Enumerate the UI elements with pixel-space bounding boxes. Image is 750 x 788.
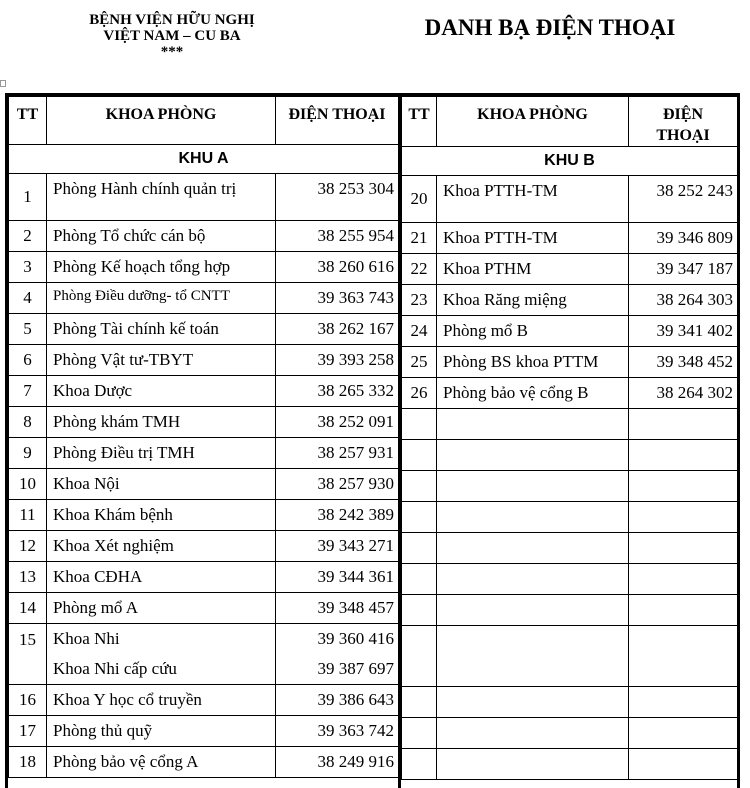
table-row (402, 533, 738, 564)
col-header-tt-b: TT (402, 97, 437, 147)
empty-cell (402, 626, 437, 687)
department-name: Phòng khám TMH (47, 407, 276, 438)
phone-number: 38 262 167 (276, 314, 399, 345)
empty-cell (629, 409, 738, 440)
empty-cell (402, 687, 437, 718)
row-number: 6 (9, 345, 47, 376)
table-row (9, 562, 399, 593)
phone-directory-table (5, 93, 740, 788)
empty-cell (629, 440, 738, 471)
department-name: Khoa PTHM (437, 254, 629, 285)
phone-number: 39 341 402 (629, 316, 738, 347)
table-row (9, 252, 399, 283)
phone-number: 39 363 742 (276, 716, 399, 747)
row-number: 13 (9, 562, 47, 593)
phone-number: 38 257 931 (276, 438, 399, 469)
empty-cell (629, 687, 738, 718)
row-number: 2 (9, 221, 47, 252)
phone-number: 38 257 930 (276, 469, 399, 500)
row-number: 22 (402, 254, 437, 285)
empty-cell (402, 749, 437, 780)
zone-b-table (401, 96, 738, 780)
phone-number-secondary: 39 387 697 (317, 659, 394, 678)
hospital-line-2: VIỆT NAM – CU BA (103, 28, 241, 44)
zone-a-table (8, 96, 399, 778)
phone-number: 38 265 332 (276, 376, 399, 407)
department-name: Khoa Dược (47, 376, 276, 407)
table-row (402, 285, 738, 316)
row-number: 4 (9, 283, 47, 314)
zone-b-body (402, 147, 738, 780)
phone-number: 39 347 187 (629, 254, 738, 285)
empty-cell (437, 409, 629, 440)
table-row (9, 531, 399, 562)
col-header-tt: TT (9, 97, 47, 145)
phone-number: 38 249 916 (276, 747, 399, 778)
department-name: Khoa PTTH-TM (437, 223, 629, 254)
table-row (402, 409, 738, 440)
table-row (402, 378, 738, 409)
department-name-secondary: Khoa Nhi cấp cứu (53, 659, 177, 678)
department-name: Phòng Tổ chức cán bộ (47, 221, 276, 252)
phone-number: 38 253 304 (276, 174, 399, 221)
empty-cell (629, 533, 738, 564)
table-row (9, 500, 399, 531)
empty-cell (437, 533, 629, 564)
department-name: Khoa Y học cổ truyền (47, 685, 276, 716)
hospital-name (52, 12, 292, 60)
col-header-dept-b: KHOA PHÒNG (437, 97, 629, 147)
empty-cell (629, 564, 738, 595)
row-number: 26 (402, 378, 437, 409)
department-name: Phòng Điều trị TMH (47, 438, 276, 469)
row-number: 14 (9, 593, 47, 624)
empty-cell (629, 749, 738, 780)
hospital-line-3: *** (160, 44, 184, 60)
table-row (9, 407, 399, 438)
table-row (402, 687, 738, 718)
table-row (402, 471, 738, 502)
department-name: Khoa PTTH-TM (437, 176, 629, 223)
phone-number: 38 255 954 (276, 221, 399, 252)
phone-number-primary: 39 360 416 (317, 629, 394, 648)
empty-cell (402, 409, 437, 440)
phone-number: 39 343 271 (276, 531, 399, 562)
table-row (402, 254, 738, 285)
phone-number: 39 348 452 (629, 347, 738, 378)
table-row (9, 345, 399, 376)
department-name: Phòng Vật tư-TBYT (47, 345, 276, 376)
empty-cell (437, 749, 629, 780)
empty-cell (437, 718, 629, 749)
table-row (9, 174, 399, 221)
table-row (402, 176, 738, 223)
empty-cell (402, 471, 437, 502)
table-row (402, 626, 738, 687)
empty-cell (629, 626, 738, 687)
department-name: Khoa Khám bệnh (47, 500, 276, 531)
department-name: Khoa Nội (47, 469, 276, 500)
document-title: DANH BẠ ĐIỆN THOẠI (424, 15, 676, 40)
table-row (9, 593, 399, 624)
row-number: 1 (9, 174, 47, 221)
table-row (402, 347, 738, 378)
zone-a-label: KHU A (9, 145, 399, 174)
empty-cell (437, 440, 629, 471)
row-number: 25 (402, 347, 437, 378)
empty-cell (629, 471, 738, 502)
table-row (9, 685, 399, 716)
department-name-primary: Khoa Nhi (53, 629, 120, 648)
department-name: Phòng Kế hoạch tổng hợp (47, 252, 276, 283)
col-header-dept: KHOA PHÒNG (47, 97, 276, 145)
table-row (9, 314, 399, 345)
phone-number: 39 363 743 (276, 283, 399, 314)
table-row (9, 376, 399, 407)
phone-number: 39 348 457 (276, 593, 399, 624)
row-number: 3 (9, 252, 47, 283)
department-name: Phòng bảo vệ cổng A (47, 747, 276, 778)
table-row (402, 316, 738, 347)
empty-cell (402, 440, 437, 471)
phone-number: 39 386 643 (276, 685, 399, 716)
col-header-phone-b-line1: ĐIỆN (662, 106, 703, 123)
phone-number: 39 346 809 (629, 223, 738, 254)
table-row (9, 747, 399, 778)
col-header-phone-b (629, 97, 738, 147)
table-row (9, 283, 399, 314)
row-number: 5 (9, 314, 47, 345)
empty-cell (402, 502, 437, 533)
row-number: 10 (9, 469, 47, 500)
empty-cell (437, 626, 629, 687)
empty-cell (402, 533, 437, 564)
row-number: 23 (402, 285, 437, 316)
department-name: Khoa CĐHA (47, 562, 276, 593)
department-name: Phòng Hành chính quản trị (47, 174, 276, 221)
empty-cell (402, 564, 437, 595)
empty-cell (437, 502, 629, 533)
department-name (47, 624, 276, 685)
table-row (402, 595, 738, 626)
table-row (9, 469, 399, 500)
department-name: Khoa Xét nghiệm (47, 531, 276, 562)
table-row (402, 502, 738, 533)
col-header-phone-b-line2: THOẠI (656, 127, 710, 144)
hospital-line-1: BỆNH VIỆN HỮU NGHỊ (89, 12, 255, 28)
department-name: Phòng Điều dưỡng- tổ CNTT (47, 283, 276, 314)
row-number: 21 (402, 223, 437, 254)
phone-number: 38 264 303 (629, 285, 738, 316)
row-number: 24 (402, 316, 437, 347)
empty-cell (437, 687, 629, 718)
phone-number: 38 264 302 (629, 378, 738, 409)
empty-cell (437, 471, 629, 502)
department-name: Phòng BS khoa PTTM (437, 347, 629, 378)
zone-a-body (9, 145, 399, 778)
table-row (402, 440, 738, 471)
table-row (9, 438, 399, 469)
department-name: Khoa Răng miệng (437, 285, 629, 316)
row-number: 17 (9, 716, 47, 747)
table-row (9, 221, 399, 252)
table-row (9, 716, 399, 747)
table-row (402, 564, 738, 595)
row-number: 11 (9, 500, 47, 531)
col-header-phone: ĐIỆN THOẠI (276, 97, 399, 145)
phone-number (276, 624, 399, 685)
row-number: 15 (9, 624, 47, 685)
table-move-handle[interactable] (0, 80, 6, 87)
empty-cell (437, 595, 629, 626)
zone-b-label: KHU B (402, 147, 738, 176)
empty-cell (629, 718, 738, 749)
row-number: 12 (9, 531, 47, 562)
department-name: Phòng mổ A (47, 593, 276, 624)
empty-cell (437, 564, 629, 595)
table-row (402, 223, 738, 254)
empty-cell (402, 595, 437, 626)
table-row (9, 624, 399, 685)
row-number: 18 (9, 747, 47, 778)
row-number: 9 (9, 438, 47, 469)
phone-number: 39 344 361 (276, 562, 399, 593)
table-row (402, 749, 738, 780)
row-number: 16 (9, 685, 47, 716)
empty-cell (402, 718, 437, 749)
phone-number: 38 252 091 (276, 407, 399, 438)
table-row (402, 718, 738, 749)
phone-number: 38 260 616 (276, 252, 399, 283)
empty-cell (629, 502, 738, 533)
row-number: 20 (402, 176, 437, 223)
row-number: 7 (9, 376, 47, 407)
department-name: Phòng thủ quỹ (47, 716, 276, 747)
department-name: Phòng mổ B (437, 316, 629, 347)
phone-number: 38 252 243 (629, 176, 738, 223)
row-number: 8 (9, 407, 47, 438)
department-name: Phòng bảo vệ cổng B (437, 378, 629, 409)
department-name: Phòng Tài chính kế toán (47, 314, 276, 345)
phone-number: 39 393 258 (276, 345, 399, 376)
phone-number: 38 242 389 (276, 500, 399, 531)
empty-cell (629, 595, 738, 626)
